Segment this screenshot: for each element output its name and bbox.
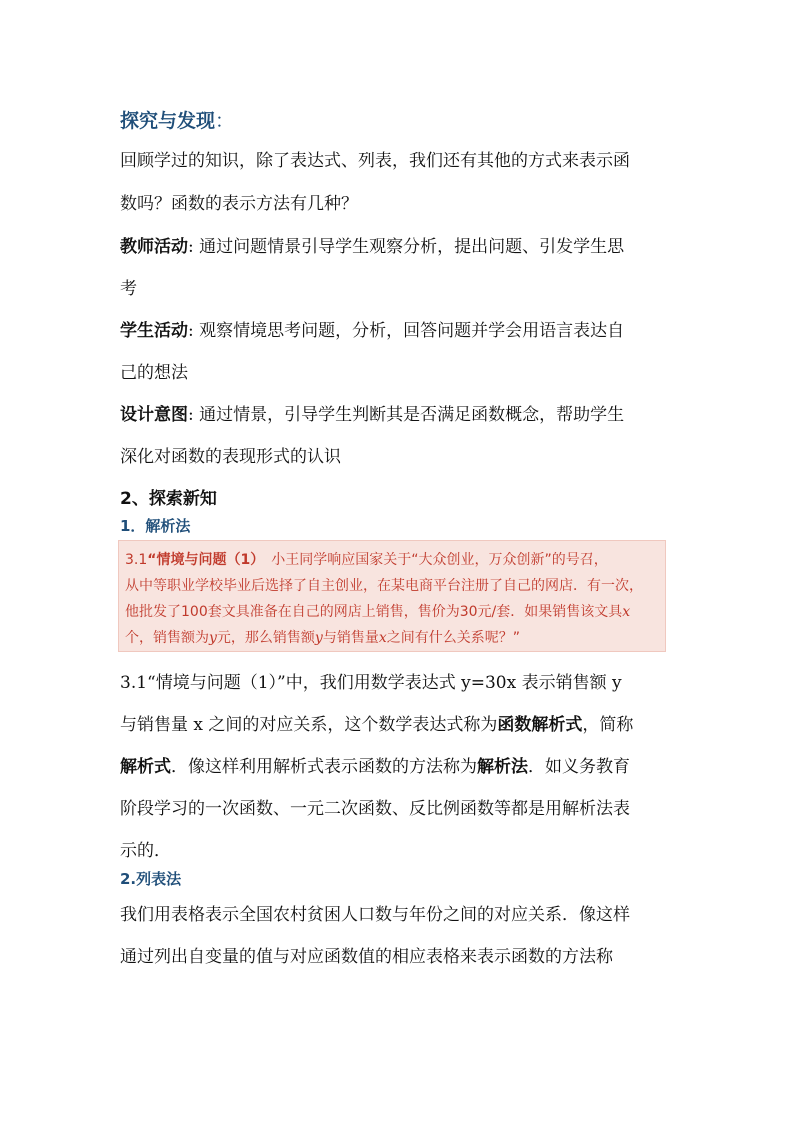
teacher-activity-text: : 通过问题情景引导学生观察分析，提出问题、引发学生思 [188, 237, 625, 257]
student-activity-line-1 [120, 316, 624, 341]
explore-heading [120, 106, 234, 133]
teacher-activity-line-1 [120, 232, 624, 257]
para1-line-3 [120, 752, 630, 777]
design-intent-text: : 通过情景，引导学生判断其是否满足函数概念，帮助学生 [188, 405, 625, 425]
para1-line-4: 阶段学习的一次函数、一元二次函数、反比例函数等都是用解析法表 [120, 799, 630, 819]
box-var-x-2: x [378, 630, 387, 646]
box-line-4-d: 之间有什么关系呢？” [386, 630, 521, 646]
box-title: “情境与问题（1） [147, 552, 258, 568]
teacher-activity-line-2: 考 [120, 279, 137, 299]
para1-line-2-c: ，简称 [582, 715, 634, 735]
term-analytic-method: 解析法 [477, 757, 528, 777]
student-activity-label: 学生活动 [120, 321, 188, 341]
design-intent-line-2: 深化对函数的表现形式的认识 [120, 447, 341, 467]
box-var-y-1: y [209, 630, 217, 646]
box-number: 3.1 [125, 552, 148, 568]
box-line-3-text: 他批发了100套文具准备在自己的网店上销售，售价为30元/套．如果销售该文具 [125, 604, 623, 620]
box-line-1 [125, 549, 608, 569]
box-line-4-c: 与销售量 [322, 630, 379, 646]
box-var-y-2: y [314, 630, 323, 646]
term-function-analytic: 函数解析式 [497, 715, 583, 735]
situation-box [118, 540, 666, 652]
student-activity-text: : 观察情境思考问题，分析，回答问题并学会用语言表达自 [188, 321, 625, 341]
box-var-x: x [622, 604, 631, 620]
teacher-activity-label: 教师活动 [120, 237, 188, 257]
para1-line-2-a: 与销售量 x 之间的对应关系，这个数学表达式称为 [120, 715, 498, 735]
section-title: 2、探索新知 [120, 489, 217, 509]
student-activity-line-2: 己的想法 [120, 363, 188, 383]
explore-line-2: 数吗？函数的表示方法有几种？ [120, 194, 358, 214]
design-intent-label: 设计意图 [120, 405, 188, 425]
box-line-2: 从中等职业学校毕业后选择了自主创业，在某电商平台注册了自己的网店．有一次， [125, 578, 643, 594]
para2-line-1: 我们用表格表示全国农村贫困人口数与年份之间的对应关系．像这样 [120, 905, 630, 925]
explore-heading-text: 探究与发现 [120, 110, 216, 132]
box-line-1-text: 小王同学响应国家关于“大众创业，万众创新”的号召， [257, 552, 608, 568]
explore-heading-colon: ： [215, 110, 235, 132]
para2-line-2: 通过列出自变量的值与对应函数值的相应表格来表示函数的方法称 [120, 947, 613, 967]
box-line-4 [125, 627, 520, 647]
box-line-3 [125, 601, 630, 621]
design-intent-line-1 [120, 400, 624, 425]
para1-line-5: 示的． [120, 841, 171, 861]
box-line-4-b: 元，那么销售额 [216, 630, 315, 646]
para1-line-3-b: ．像这样利用解析式表示函数的方法称为 [171, 757, 477, 777]
box-line-4-a: 个，销售额为 [125, 630, 209, 646]
subsection-table-title: 2.列表法 [120, 870, 182, 888]
subsection-analytic-title: 1．解析法 [120, 517, 191, 535]
explore-line-1: 回顾学过的知识，除了表达式、列表，我们还有其他的方式来表示函 [120, 151, 630, 171]
term-analytic-expr: 解析式 [120, 757, 171, 777]
para1-line-3-d: ．如义务教育 [528, 757, 630, 777]
para1-line-1: 3.1“情境与问题（1）”中，我们用数学表达式 y=30x 表示销售额 y [120, 673, 622, 693]
para1-line-2 [120, 710, 633, 735]
